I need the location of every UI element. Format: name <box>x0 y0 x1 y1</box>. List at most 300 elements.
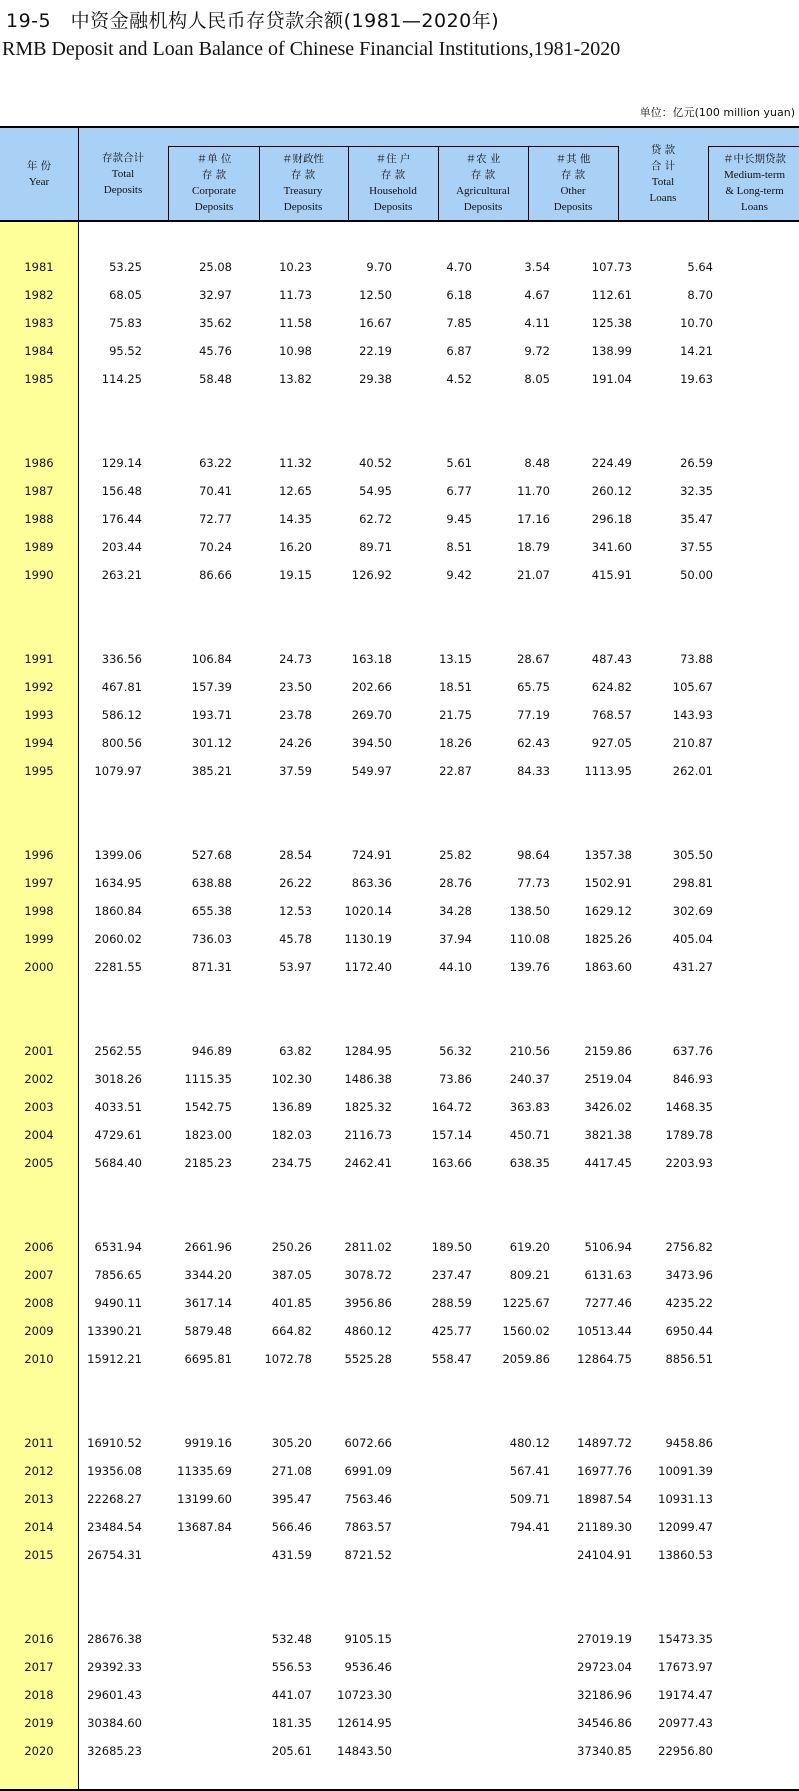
cell-medium-long-loans: 105.67 <box>672 680 713 694</box>
cell-other-deposits: 84.33 <box>517 764 550 778</box>
cell-corporate-deposits: 13687.84 <box>177 1520 232 1534</box>
cell-medium-long-loans: 32.35 <box>680 484 713 498</box>
cell-treasury-deposits: 401.85 <box>271 1296 312 1310</box>
cell-total-loans: 10513.44 <box>577 1324 632 1338</box>
cell-household-deposits: 9.70 <box>366 260 392 274</box>
cell-household-deposits: 40.52 <box>359 456 392 470</box>
cell-corporate-deposits: 385.21 <box>191 764 232 778</box>
cell-medium-long-loans: 26.59 <box>680 456 713 470</box>
cell-year: 1994 <box>24 736 54 750</box>
cell-treasury-deposits: 387.05 <box>271 1268 312 1282</box>
cell-total-deposits: 5684.40 <box>94 1156 142 1170</box>
header-total-loans-cn1: 贷 款 <box>650 144 676 156</box>
cell-medium-long-loans: 210.87 <box>672 736 713 750</box>
table-row <box>0 364 799 396</box>
cell-household-deposits: 22.19 <box>359 344 392 358</box>
cell-corporate-deposits: 3344.20 <box>184 1268 232 1282</box>
cell-total-deposits: 3018.26 <box>94 1072 142 1086</box>
cell-medium-long-loans: 2203.93 <box>665 1156 713 1170</box>
cell-total-deposits: 95.52 <box>109 344 142 358</box>
header-corporate <box>168 146 260 220</box>
header-treasury-cn1: ＃财政性 <box>282 153 324 165</box>
cell-other-deposits: 480.12 <box>509 1436 550 1450</box>
table-row <box>0 1540 799 1572</box>
cell-treasury-deposits: 271.08 <box>271 1464 312 1478</box>
cell-year: 2009 <box>24 1324 54 1338</box>
cell-other-deposits: 8.05 <box>524 372 550 386</box>
cell-year: 1989 <box>24 540 54 554</box>
cell-treasury-deposits: 10.23 <box>279 260 312 274</box>
cell-corporate-deposits: 5879.48 <box>184 1324 232 1338</box>
cell-other-deposits: 18.79 <box>517 540 550 554</box>
cell-other-deposits: 1560.02 <box>502 1324 550 1338</box>
header-other-cn1: ＃其 他 <box>555 153 591 165</box>
cell-treasury-deposits: 14.35 <box>279 512 312 526</box>
cell-year: 1984 <box>24 344 54 358</box>
cell-household-deposits: 9536.46 <box>344 1660 392 1674</box>
header-household-en1: Household <box>369 185 417 197</box>
cell-medium-long-loans: 305.50 <box>672 848 713 862</box>
cell-total-loans: 1113.95 <box>584 764 632 778</box>
cell-medium-long-loans: 17673.97 <box>658 1660 713 1674</box>
cell-agricultural-deposits: 34.28 <box>439 904 472 918</box>
cell-medium-long-loans: 10931.13 <box>658 1492 713 1506</box>
cell-medium-long-loans: 22956.80 <box>658 1744 713 1758</box>
cell-agricultural-deposits: 163.66 <box>431 1156 472 1170</box>
header-corporate-en1: Corporate <box>192 185 236 197</box>
cell-total-deposits: 23484.54 <box>87 1520 142 1534</box>
cell-corporate-deposits: 3617.14 <box>184 1296 232 1310</box>
cell-household-deposits: 7563.46 <box>344 1492 392 1506</box>
cell-total-deposits: 26754.31 <box>87 1548 142 1562</box>
cell-other-deposits: 363.83 <box>509 1100 550 1114</box>
cell-medium-long-loans: 35.47 <box>680 512 713 526</box>
cell-treasury-deposits: 1072.78 <box>264 1352 312 1366</box>
cell-total-loans: 16977.76 <box>577 1464 632 1478</box>
cell-corporate-deposits: 638.88 <box>191 876 232 890</box>
cell-total-deposits: 19356.08 <box>87 1464 142 1478</box>
cell-year: 1999 <box>24 932 54 946</box>
cell-total-loans: 18987.54 <box>577 1492 632 1506</box>
cell-year: 2018 <box>24 1688 54 1702</box>
header-other <box>528 146 619 220</box>
cell-total-loans: 2159.86 <box>584 1044 632 1058</box>
cell-corporate-deposits: 871.31 <box>191 960 232 974</box>
cell-total-deposits: 75.83 <box>109 316 142 330</box>
cell-treasury-deposits: 16.20 <box>279 540 312 554</box>
cell-treasury-deposits: 19.15 <box>279 568 312 582</box>
cell-corporate-deposits: 106.84 <box>191 652 232 666</box>
cell-other-deposits: 240.37 <box>509 1072 550 1086</box>
cell-agricultural-deposits: 164.72 <box>431 1100 472 1114</box>
cell-medium-long-loans: 37.55 <box>680 540 713 554</box>
cell-other-deposits: 28.67 <box>517 652 550 666</box>
cell-year: 1987 <box>24 484 54 498</box>
header-total-loans-cn2: 合 计 <box>650 160 676 172</box>
cell-medium-long-loans: 1789.78 <box>665 1128 713 1142</box>
cell-other-deposits: 4.11 <box>524 316 550 330</box>
header-household-cn2: 存 款 <box>380 169 406 181</box>
header-total-deposits <box>78 128 168 220</box>
cell-household-deposits: 12.50 <box>359 288 392 302</box>
cell-treasury-deposits: 37.59 <box>279 764 312 778</box>
cell-agricultural-deposits: 558.47 <box>431 1352 472 1366</box>
cell-household-deposits: 1825.32 <box>344 1100 392 1114</box>
header-other-cn2: 存 款 <box>560 169 586 181</box>
cell-corporate-deposits: 2661.96 <box>184 1240 232 1254</box>
cell-total-deposits: 29392.33 <box>87 1660 142 1674</box>
header-treasury-en2: Deposits <box>283 201 323 213</box>
cell-corporate-deposits: 63.22 <box>199 456 232 470</box>
cell-other-deposits: 809.21 <box>509 1268 550 1282</box>
cell-corporate-deposits: 45.76 <box>199 344 232 358</box>
cell-corporate-deposits: 301.12 <box>191 736 232 750</box>
cell-year: 1985 <box>24 372 54 386</box>
cell-corporate-deposits: 1115.35 <box>184 1072 232 1086</box>
cell-medium-long-loans: 431.27 <box>672 960 713 974</box>
cell-treasury-deposits: 23.50 <box>279 680 312 694</box>
table-row <box>0 756 799 788</box>
cell-treasury-deposits: 305.20 <box>271 1436 312 1450</box>
cell-household-deposits: 5525.28 <box>344 1352 392 1366</box>
header-total-loans <box>618 128 708 220</box>
header-total-deposits-en2: Deposits <box>103 184 143 196</box>
cell-total-deposits: 586.12 <box>101 708 142 722</box>
cell-medium-long-loans: 19.63 <box>680 372 713 386</box>
header-total-deposits-en1: Total <box>111 168 135 180</box>
cell-agricultural-deposits: 6.87 <box>446 344 472 358</box>
cell-agricultural-deposits: 18.51 <box>439 680 472 694</box>
cell-household-deposits: 62.72 <box>359 512 392 526</box>
cell-year: 2010 <box>24 1352 54 1366</box>
cell-agricultural-deposits: 6.77 <box>446 484 472 498</box>
cell-medium-long-loans: 405.04 <box>672 932 713 946</box>
cell-other-deposits: 138.50 <box>509 904 550 918</box>
cell-total-loans: 125.38 <box>591 316 632 330</box>
header-medium-long-en3: Loans <box>741 201 768 213</box>
cell-agricultural-deposits: 6.18 <box>446 288 472 302</box>
cell-total-deposits: 53.25 <box>109 260 142 274</box>
cell-corporate-deposits: 6695.81 <box>184 1352 232 1366</box>
header-agricultural <box>438 146 529 220</box>
cell-other-deposits: 210.56 <box>509 1044 550 1058</box>
header-corporate-cn1: ＃单 位 <box>196 153 232 165</box>
table-row <box>0 1736 799 1768</box>
header-agricultural-en2: Deposits <box>463 201 503 213</box>
cell-year: 2002 <box>24 1072 54 1086</box>
cell-total-loans: 6131.63 <box>584 1268 632 1282</box>
cell-household-deposits: 1020.14 <box>344 904 392 918</box>
cell-total-deposits: 263.21 <box>101 568 142 582</box>
cell-total-deposits: 203.44 <box>101 540 142 554</box>
cell-agricultural-deposits: 25.82 <box>439 848 472 862</box>
cell-treasury-deposits: 556.53 <box>271 1660 312 1674</box>
cell-medium-long-loans: 73.88 <box>680 652 713 666</box>
cell-corporate-deposits: 72.77 <box>199 512 232 526</box>
cell-year: 2017 <box>24 1660 54 1674</box>
cell-other-deposits: 450.71 <box>509 1128 550 1142</box>
cell-household-deposits: 12614.95 <box>337 1716 392 1730</box>
cell-agricultural-deposits: 37.94 <box>439 932 472 946</box>
cell-year: 1995 <box>24 764 54 778</box>
cell-total-deposits: 2281.55 <box>94 960 142 974</box>
cell-treasury-deposits: 11.58 <box>279 316 312 330</box>
cell-corporate-deposits: 25.08 <box>199 260 232 274</box>
cell-total-deposits: 176.44 <box>101 512 142 526</box>
header-agricultural-en1: Agricultural <box>456 185 510 197</box>
cell-household-deposits: 2462.41 <box>344 1156 392 1170</box>
header-year-en: Year <box>28 176 50 188</box>
cell-household-deposits: 16.67 <box>359 316 392 330</box>
cell-other-deposits: 4.67 <box>524 288 550 302</box>
cell-medium-long-loans: 846.93 <box>672 1072 713 1086</box>
table-header <box>0 126 799 222</box>
cell-corporate-deposits: 2185.23 <box>184 1156 232 1170</box>
cell-agricultural-deposits: 288.59 <box>431 1296 472 1310</box>
cell-year: 2005 <box>24 1156 54 1170</box>
cell-treasury-deposits: 24.73 <box>279 652 312 666</box>
cell-household-deposits: 2811.02 <box>344 1240 392 1254</box>
cell-medium-long-loans: 12099.47 <box>658 1520 713 1534</box>
unit-label: 单位：亿元(100 million yuan) <box>639 106 795 119</box>
cell-total-loans: 14897.72 <box>577 1436 632 1450</box>
cell-total-loans: 2519.04 <box>584 1072 632 1086</box>
cell-household-deposits: 863.36 <box>351 876 392 890</box>
cell-treasury-deposits: 12.53 <box>279 904 312 918</box>
cell-household-deposits: 10723.30 <box>337 1688 392 1702</box>
cell-medium-long-loans: 10091.39 <box>658 1464 713 1478</box>
cell-medium-long-loans: 298.81 <box>672 876 713 890</box>
cell-treasury-deposits: 532.48 <box>271 1632 312 1646</box>
cell-other-deposits: 509.71 <box>509 1492 550 1506</box>
cell-other-deposits: 77.73 <box>517 876 550 890</box>
cell-treasury-deposits: 26.22 <box>279 876 312 890</box>
cell-household-deposits: 202.66 <box>351 680 392 694</box>
cell-agricultural-deposits: 73.86 <box>439 1072 472 1086</box>
cell-corporate-deposits: 58.48 <box>199 372 232 386</box>
cell-household-deposits: 269.70 <box>351 708 392 722</box>
cell-medium-long-loans: 5.64 <box>687 260 713 274</box>
cell-corporate-deposits: 11335.69 <box>177 1464 232 1478</box>
cell-agricultural-deposits: 8.51 <box>446 540 472 554</box>
cell-agricultural-deposits: 56.32 <box>439 1044 472 1058</box>
cell-treasury-deposits: 181.35 <box>271 1716 312 1730</box>
cell-treasury-deposits: 11.32 <box>279 456 312 470</box>
page-title-cn: 19-5 中资金融机构人民币存贷款余额(1981—2020年) <box>6 10 500 32</box>
cell-total-loans: 4417.45 <box>584 1156 632 1170</box>
cell-treasury-deposits: 28.54 <box>279 848 312 862</box>
cell-corporate-deposits: 157.39 <box>191 680 232 694</box>
header-other-en1: Other <box>560 185 586 197</box>
cell-medium-long-loans: 3473.96 <box>665 1268 713 1282</box>
cell-other-deposits: 62.43 <box>517 736 550 750</box>
cell-year: 2008 <box>24 1296 54 1310</box>
cell-year: 2013 <box>24 1492 54 1506</box>
cell-total-deposits: 129.14 <box>101 456 142 470</box>
cell-treasury-deposits: 566.46 <box>271 1520 312 1534</box>
cell-total-loans: 5106.94 <box>584 1240 632 1254</box>
cell-total-loans: 107.73 <box>591 260 632 274</box>
cell-total-loans: 3426.02 <box>584 1100 632 1114</box>
cell-household-deposits: 1130.19 <box>344 932 392 946</box>
cell-agricultural-deposits: 44.10 <box>439 960 472 974</box>
cell-agricultural-deposits: 22.87 <box>439 764 472 778</box>
cell-medium-long-loans: 19174.47 <box>658 1688 713 1702</box>
header-treasury-cn2: 存 款 <box>290 169 316 181</box>
cell-treasury-deposits: 45.78 <box>279 932 312 946</box>
cell-agricultural-deposits: 9.42 <box>446 568 472 582</box>
cell-total-loans: 37340.85 <box>577 1744 632 1758</box>
cell-agricultural-deposits: 13.15 <box>439 652 472 666</box>
cell-total-loans: 29723.04 <box>577 1660 632 1674</box>
cell-medium-long-loans: 20977.43 <box>658 1716 713 1730</box>
cell-treasury-deposits: 250.26 <box>271 1240 312 1254</box>
table-body <box>0 222 799 1789</box>
cell-medium-long-loans: 143.93 <box>672 708 713 722</box>
cell-total-deposits: 6531.94 <box>94 1240 142 1254</box>
cell-other-deposits: 139.76 <box>509 960 550 974</box>
table-row <box>0 952 799 984</box>
cell-year: 2004 <box>24 1128 54 1142</box>
cell-year: 2014 <box>24 1520 54 1534</box>
cell-corporate-deposits: 70.41 <box>199 484 232 498</box>
cell-total-loans: 1357.38 <box>584 848 632 862</box>
cell-total-deposits: 7856.65 <box>94 1268 142 1282</box>
cell-corporate-deposits: 13199.60 <box>177 1492 232 1506</box>
cell-other-deposits: 638.35 <box>509 1156 550 1170</box>
cell-agricultural-deposits: 21.75 <box>439 708 472 722</box>
cell-total-deposits: 1634.95 <box>94 876 142 890</box>
cell-year: 1998 <box>24 904 54 918</box>
cell-household-deposits: 724.91 <box>351 848 392 862</box>
cell-total-loans: 224.49 <box>591 456 632 470</box>
cell-year: 2007 <box>24 1268 54 1282</box>
cell-medium-long-loans: 6950.44 <box>665 1324 713 1338</box>
header-corporate-cn2: 存 款 <box>201 169 227 181</box>
cell-year: 1993 <box>24 708 54 722</box>
cell-other-deposits: 17.16 <box>517 512 550 526</box>
cell-other-deposits: 98.64 <box>517 848 550 862</box>
cell-total-loans: 24104.91 <box>577 1548 632 1562</box>
cell-total-deposits: 29601.43 <box>87 1688 142 1702</box>
cell-corporate-deposits: 32.97 <box>199 288 232 302</box>
cell-medium-long-loans: 8.70 <box>687 288 713 302</box>
cell-total-deposits: 30384.60 <box>87 1716 142 1730</box>
header-treasury-en1: Treasury <box>283 185 323 197</box>
cell-treasury-deposits: 431.59 <box>271 1548 312 1562</box>
cell-agricultural-deposits: 28.76 <box>439 876 472 890</box>
cell-year: 2012 <box>24 1464 54 1478</box>
table-row <box>0 1344 799 1376</box>
header-total-loans-en2: Loans <box>649 192 677 204</box>
cell-total-loans: 21189.30 <box>577 1520 632 1534</box>
header-total-deposits-cn: 存款合计 <box>102 152 144 164</box>
cell-total-deposits: 9490.11 <box>94 1296 142 1310</box>
cell-corporate-deposits: 736.03 <box>191 932 232 946</box>
cell-household-deposits: 7863.57 <box>344 1520 392 1534</box>
cell-year: 1981 <box>24 260 54 274</box>
cell-total-deposits: 22268.27 <box>87 1492 142 1506</box>
cell-corporate-deposits: 655.38 <box>191 904 232 918</box>
cell-treasury-deposits: 136.89 <box>271 1100 312 1114</box>
cell-treasury-deposits: 53.97 <box>279 960 312 974</box>
cell-total-deposits: 2060.02 <box>94 932 142 946</box>
cell-total-loans: 12864.75 <box>577 1352 632 1366</box>
cell-agricultural-deposits: 7.85 <box>446 316 472 330</box>
cell-year: 1983 <box>24 316 54 330</box>
cell-total-loans: 112.61 <box>591 288 632 302</box>
cell-treasury-deposits: 24.26 <box>279 736 312 750</box>
cell-other-deposits: 65.75 <box>517 680 550 694</box>
cell-other-deposits: 2059.86 <box>502 1352 550 1366</box>
cell-treasury-deposits: 205.61 <box>271 1744 312 1758</box>
cell-agricultural-deposits: 5.61 <box>446 456 472 470</box>
cell-household-deposits: 9105.15 <box>344 1632 392 1646</box>
header-household-cn1: ＃住 户 <box>375 153 411 165</box>
cell-year: 1986 <box>24 456 54 470</box>
table-row <box>0 560 799 592</box>
cell-treasury-deposits: 234.75 <box>271 1156 312 1170</box>
cell-household-deposits: 3078.72 <box>344 1268 392 1282</box>
cell-household-deposits: 6072.66 <box>344 1436 392 1450</box>
cell-household-deposits: 126.92 <box>351 568 392 582</box>
cell-total-deposits: 156.48 <box>101 484 142 498</box>
cell-treasury-deposits: 664.82 <box>271 1324 312 1338</box>
cell-other-deposits: 794.41 <box>509 1520 550 1534</box>
cell-household-deposits: 3956.86 <box>344 1296 392 1310</box>
cell-total-deposits: 13390.21 <box>87 1324 142 1338</box>
header-other-en2: Deposits <box>553 201 593 213</box>
cell-other-deposits: 21.07 <box>517 568 550 582</box>
cell-total-deposits: 32685.23 <box>87 1744 142 1758</box>
cell-medium-long-loans: 50.00 <box>680 568 713 582</box>
cell-year: 1996 <box>24 848 54 862</box>
page-title-en: RMB Deposit and Loan Balance of Chinese Financial Institutions,1981-2020 <box>2 38 621 60</box>
cell-total-loans: 341.60 <box>591 540 632 554</box>
header-medium-long-cn: ＃中长期贷款 <box>723 153 786 165</box>
cell-treasury-deposits: 441.07 <box>271 1688 312 1702</box>
cell-total-deposits: 2562.55 <box>94 1044 142 1058</box>
table-row <box>0 1148 799 1180</box>
cell-total-loans: 768.57 <box>591 708 632 722</box>
cell-household-deposits: 1172.40 <box>344 960 392 974</box>
cell-year: 2006 <box>24 1240 54 1254</box>
cell-total-loans: 487.43 <box>591 652 632 666</box>
cell-agricultural-deposits: 9.45 <box>446 512 472 526</box>
cell-treasury-deposits: 395.47 <box>271 1492 312 1506</box>
cell-total-deposits: 28676.38 <box>87 1632 142 1646</box>
cell-household-deposits: 1284.95 <box>344 1044 392 1058</box>
cell-household-deposits: 6991.09 <box>344 1464 392 1478</box>
cell-medium-long-loans: 13860.53 <box>658 1548 713 1562</box>
cell-year: 2019 <box>24 1716 54 1730</box>
cell-total-loans: 34546.86 <box>577 1716 632 1730</box>
header-medium-long-en1: Medium-term <box>723 169 786 181</box>
cell-other-deposits: 110.08 <box>509 932 550 946</box>
cell-other-deposits: 11.70 <box>517 484 550 498</box>
cell-total-deposits: 68.05 <box>109 288 142 302</box>
cell-agricultural-deposits: 4.52 <box>446 372 472 386</box>
cell-total-deposits: 114.25 <box>101 372 142 386</box>
cell-year: 2003 <box>24 1100 54 1114</box>
cell-corporate-deposits: 9919.16 <box>184 1436 232 1450</box>
cell-year: 2015 <box>24 1548 54 1562</box>
cell-treasury-deposits: 11.73 <box>279 288 312 302</box>
header-agricultural-cn1: ＃农 业 <box>465 153 501 165</box>
cell-agricultural-deposits: 4.70 <box>446 260 472 274</box>
cell-medium-long-loans: 10.70 <box>680 316 713 330</box>
header-household-en2: Deposits <box>373 201 413 213</box>
